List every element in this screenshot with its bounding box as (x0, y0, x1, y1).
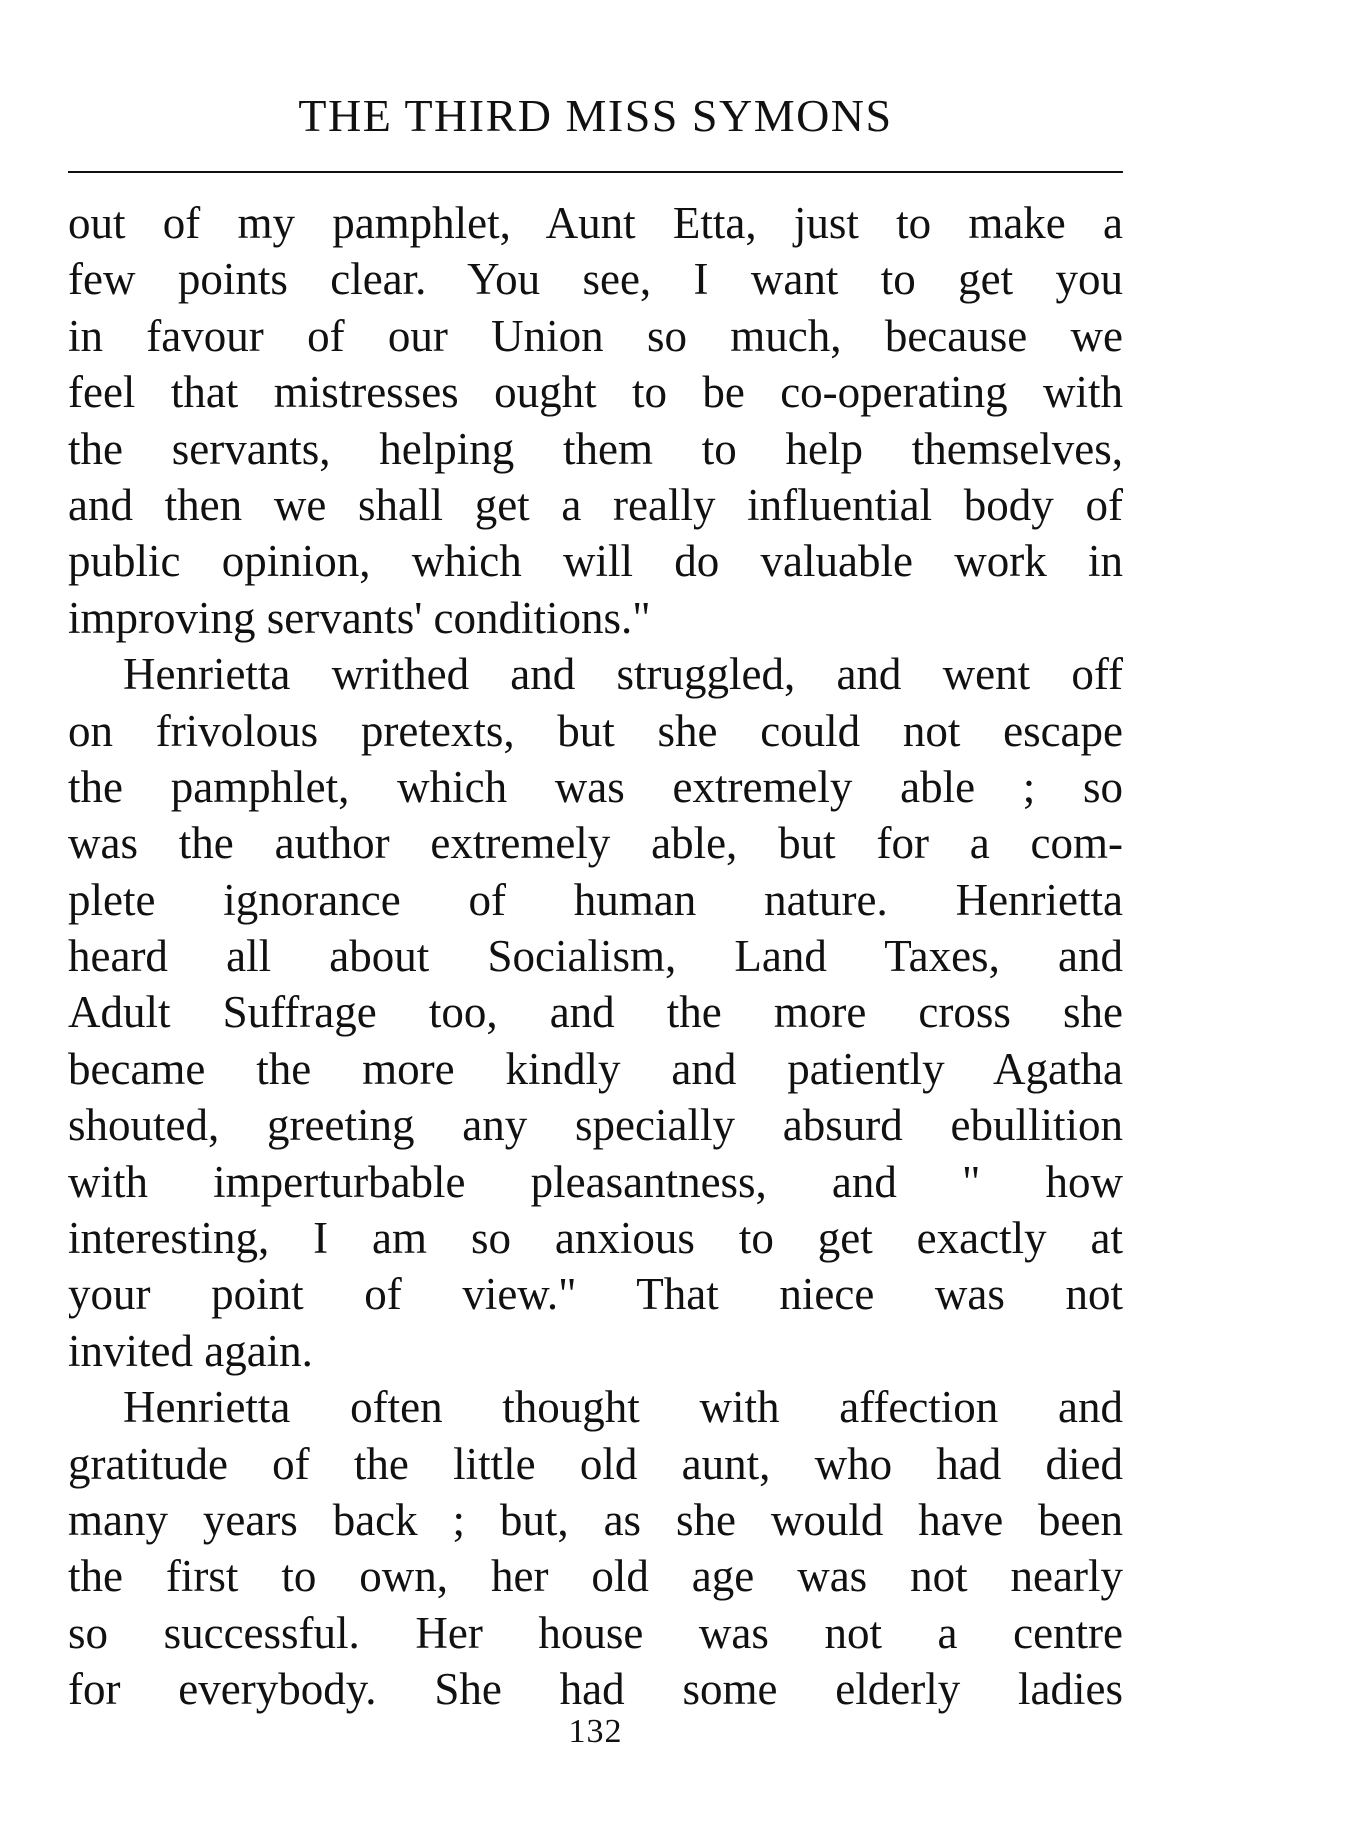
text-line: was the author extremely able, but for a com- (68, 818, 1123, 869)
text-line: shouted, greeting any specially absurd ebullition (68, 1100, 1123, 1151)
text-line: with imperturbable pleasantness, and " how (68, 1156, 1123, 1207)
text-line: the pamphlet, which was extremely able ; so (68, 761, 1123, 812)
text-line: Henrietta writhed and struggled, and went off (123, 649, 1123, 700)
text-line: Adult Suffrage too, and the more cross she (68, 987, 1123, 1038)
text-line: plete ignorance of human nature. Henrietta (68, 874, 1123, 925)
text-line: public opinion, which will do valuable work in (68, 536, 1123, 587)
text-line: on frivolous pretexts, but she could not escape (68, 705, 1123, 756)
text-line: the first to own, her old age was not nearly (68, 1551, 1123, 1602)
text-line: improving servants' conditions." (68, 592, 651, 643)
text-line: Henrietta often thought with affection and (123, 1382, 1123, 1433)
text-line: in favour of our Union so much, because we (68, 310, 1123, 361)
text-line: interesting, I am so anxious to get exactly at (68, 1213, 1123, 1264)
text-line: and then we shall get a really influential body of (68, 479, 1123, 530)
text-line: feel that mistresses ought to be co-operating with (68, 367, 1123, 418)
text-line: few points clear. You see, I want to get you (68, 254, 1123, 305)
text-line: so successful. Her house was not a centre (68, 1607, 1123, 1658)
text-line: the servants, helping them to help themselves, (68, 423, 1123, 474)
running-head: THE THIRD MISS SYMONS (298, 90, 893, 141)
text-line: gratitude of the little old aunt, who had died (68, 1438, 1123, 1489)
page-number: 132 (568, 1713, 623, 1750)
text-line: became the more kindly and patiently Agatha (68, 1043, 1123, 1094)
text-line: out of my pamphlet, Aunt Etta, just to make a (68, 198, 1123, 248)
text-line: for everybody. She had some elderly ladies (68, 1664, 1123, 1715)
header-rule (68, 171, 1123, 173)
text-line: your point of view." That niece was not (68, 1269, 1123, 1320)
body-text (68, 195, 1123, 1718)
text-line: heard all about Socialism, Land Taxes, and (68, 931, 1123, 982)
text-line: many years back ; but, as she would have been (68, 1494, 1123, 1545)
text-line: invited again. (68, 1325, 313, 1376)
